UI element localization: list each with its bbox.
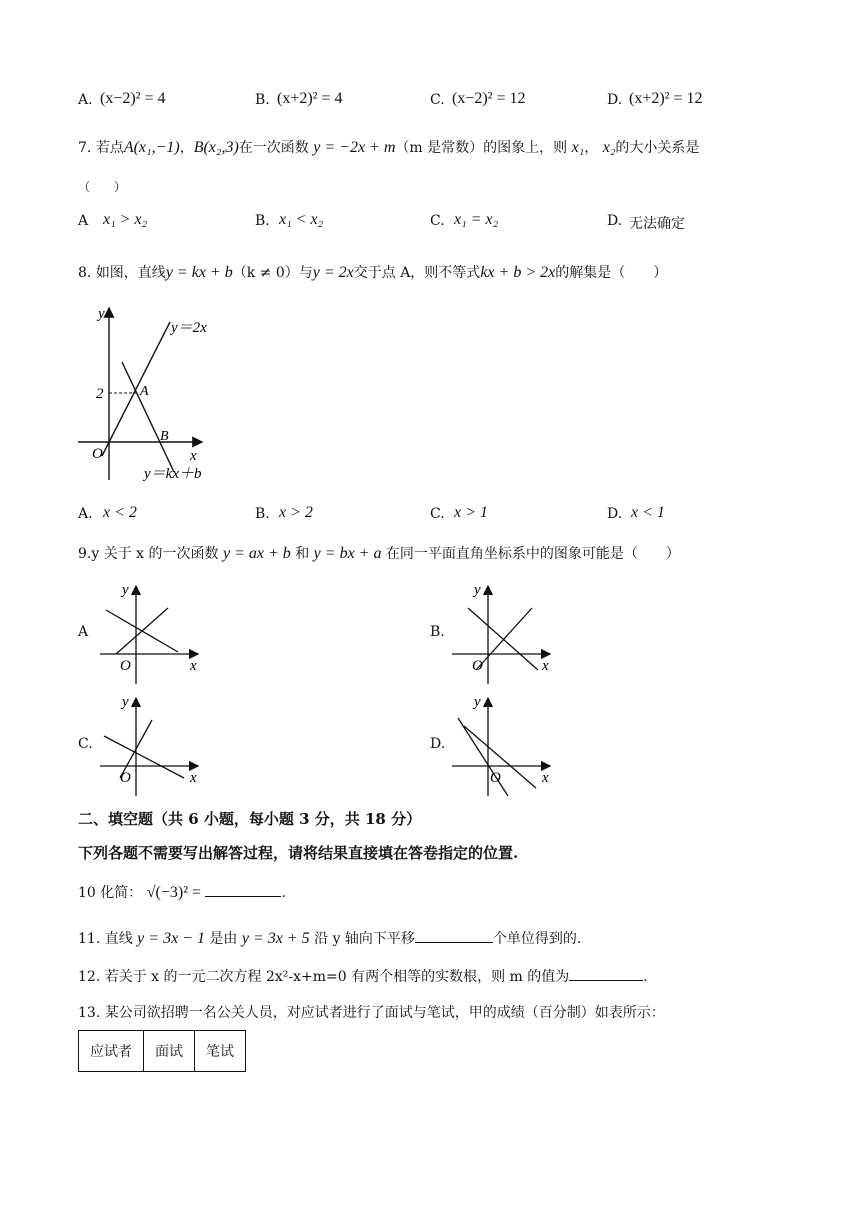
q7-text-3: （m 是常数）的图象上，则 bbox=[395, 140, 568, 156]
q8-option-a-label: A. bbox=[78, 506, 93, 522]
q13-number: 13. bbox=[78, 1005, 101, 1021]
q13-text: 某公司欲招聘一名公关人员，对应试者进行了面试与笔试，甲的成绩（百分制）如表所示： bbox=[104, 1005, 665, 1021]
q12-number: 12. bbox=[78, 969, 101, 985]
q8-label-y: y bbox=[98, 306, 105, 322]
q6-option-b-label: B. bbox=[255, 92, 270, 108]
q10-end: . bbox=[281, 885, 286, 901]
q6-option-d-expr: (x+2)² = 12 bbox=[629, 90, 703, 107]
q11-text-3: 沿 y 轴向下平移 bbox=[314, 931, 415, 947]
q7-point-a: A(x₁,−1) bbox=[123, 139, 180, 156]
q8-text-2: 与 bbox=[298, 265, 313, 281]
q8-text-4: 的解集是（ ） bbox=[555, 265, 668, 281]
q9-function-1: y = ax + b bbox=[222, 545, 291, 562]
q13-score-table bbox=[78, 1030, 246, 1072]
q7-point-b: B(x₂,3) bbox=[193, 139, 239, 156]
q6-option-c-label: C. bbox=[430, 92, 445, 108]
q9c-label-origin: O bbox=[120, 770, 131, 786]
q7-number: 7. bbox=[78, 140, 92, 156]
q7-stem bbox=[78, 137, 699, 157]
q7-function: y = −2x + m bbox=[313, 139, 396, 156]
q9c-label-x: x bbox=[190, 770, 197, 786]
q7-option-d-label: D. bbox=[607, 213, 623, 229]
q6-option-d-label: D. bbox=[607, 92, 623, 108]
q6-option-b-expr: (x+2)² = 4 bbox=[277, 90, 343, 107]
q10-stem bbox=[78, 882, 286, 902]
q8-option-c-label: C. bbox=[430, 506, 445, 522]
q12-answer-blank[interactable] bbox=[569, 966, 643, 981]
q9a-label-x: x bbox=[190, 658, 197, 674]
q9-graph-d bbox=[450, 690, 560, 798]
q8-option-c-expr: x > 1 bbox=[454, 504, 488, 521]
q8-text-3: 交于点 A，则不等式 bbox=[353, 265, 481, 281]
q9-graph-b bbox=[450, 578, 560, 686]
q10-number: 10 bbox=[78, 885, 96, 901]
section-2-instruction: 下列各题不需要写出解答过程，请将结果直接填在答卷指定的位置. bbox=[78, 844, 519, 862]
q8-graph bbox=[78, 300, 228, 490]
q9-text-2: 和 bbox=[295, 546, 310, 562]
q9-graph-c-label: C. bbox=[78, 736, 93, 752]
q11-text-1: 直线 bbox=[104, 931, 133, 947]
q11-stem bbox=[78, 928, 581, 948]
q9-stem bbox=[78, 543, 680, 563]
q6-option-c-expr: (x−2)² = 12 bbox=[452, 90, 526, 107]
section-2-title: 二、填空题（共 6 小题，每小题 3 分，共 18 分） bbox=[78, 810, 422, 828]
q7-x1: x₁ bbox=[571, 139, 585, 156]
q7-option-a-expr: x₁ > x₂ bbox=[103, 211, 148, 228]
q8-option-d-expr: x < 1 bbox=[631, 504, 665, 521]
q8-line1: y = kx + b bbox=[165, 264, 233, 281]
q6-option-a-expr: (x−2)² = 4 bbox=[100, 90, 166, 107]
q8-option-b-expr: x > 2 bbox=[279, 504, 313, 521]
q8-text-1: 如图，直线 bbox=[95, 265, 166, 281]
q7-text-4: 的大小关系是 bbox=[615, 140, 700, 156]
q9-graph-a-label: A bbox=[78, 624, 89, 640]
q11-text-4: 个单位得到的. bbox=[492, 931, 582, 947]
q10-expression: √(−3)² = bbox=[146, 884, 202, 901]
q8-line-kxb bbox=[122, 362, 174, 472]
q8-line2: y = 2x bbox=[312, 264, 354, 281]
q11-text-2: 是由 bbox=[209, 931, 238, 947]
q9c-label-y: y bbox=[122, 694, 129, 710]
q8-number: 8. bbox=[78, 265, 92, 281]
q8-label-origin: O bbox=[92, 446, 103, 462]
q11-line-2: y = 3x + 5 bbox=[241, 930, 310, 947]
q7-comma: ， bbox=[584, 140, 599, 156]
q8-label-line-2x: y＝2x bbox=[171, 320, 207, 336]
q9d-label-y: y bbox=[474, 694, 481, 710]
q13-stem bbox=[78, 1002, 665, 1022]
q7-text-1: 若点 bbox=[95, 140, 124, 156]
q9a-label-y: y bbox=[122, 582, 129, 598]
q11-answer-blank[interactable] bbox=[415, 928, 493, 943]
q9a-line-2 bbox=[116, 608, 168, 654]
q7-sep: ， bbox=[179, 140, 194, 156]
q8-label-b: B bbox=[160, 429, 169, 444]
q9-text-3: 在同一平面直角坐标系中的图象可能是（ ） bbox=[385, 546, 680, 562]
q9d-label-origin: O bbox=[490, 770, 501, 786]
q8-inequality: kx + b > 2x bbox=[480, 264, 556, 281]
q9-number: 9. bbox=[78, 546, 92, 562]
q7-text-2: 在一次函数 bbox=[238, 140, 309, 156]
q8-option-b-label: B. bbox=[255, 506, 270, 522]
q7-option-c-label: C. bbox=[430, 213, 445, 229]
q9-graph-a bbox=[98, 578, 208, 686]
q8-label-line-kxb: y＝kx＋b bbox=[144, 466, 202, 482]
q8-option-d-label: D. bbox=[607, 506, 623, 522]
q8-option-a-expr: x < 2 bbox=[103, 504, 137, 521]
q12-text: 若关于 x 的一元二次方程 2x²-x+m=0 有两个相等的实数根，则 m 的值为 bbox=[104, 969, 570, 985]
q9b-label-x: x bbox=[542, 658, 549, 674]
q7-option-b-label: B. bbox=[255, 213, 270, 229]
q7-answer-paren: （ ） bbox=[78, 180, 127, 194]
table-header-candidate: 应试者 bbox=[79, 1031, 144, 1072]
q7-option-d-text: 无法确定 bbox=[629, 216, 685, 232]
q9b-label-origin: O bbox=[472, 658, 483, 674]
q9-graph-b-label: B. bbox=[430, 624, 445, 640]
q9-text-1: y 关于 x 的一次函数 bbox=[91, 546, 219, 562]
q8-label-two: 2 bbox=[96, 386, 104, 402]
q9-graph-d-label: D. bbox=[430, 736, 446, 752]
q11-number: 11. bbox=[78, 931, 101, 947]
q8-label-a: A bbox=[140, 384, 149, 399]
q7-option-a-label: A bbox=[78, 213, 89, 229]
q7-option-c-expr: x₁ = x₂ bbox=[454, 211, 499, 228]
q12-stem bbox=[78, 966, 648, 986]
q11-line-1: y = 3x − 1 bbox=[137, 930, 205, 947]
q10-text: 化简： bbox=[100, 885, 143, 901]
q12-end: . bbox=[643, 969, 648, 985]
q6-option-a-label: A. bbox=[78, 92, 93, 108]
q8-condition: （k ≠ 0） bbox=[232, 265, 299, 281]
q9-graph-c bbox=[98, 690, 208, 798]
q7-option-b-expr: x₁ < x₂ bbox=[279, 211, 324, 228]
q10-answer-blank[interactable] bbox=[205, 882, 281, 897]
q9d-label-x: x bbox=[542, 770, 549, 786]
q9b-label-y: y bbox=[474, 582, 481, 598]
q9-function-2: y = bx + a bbox=[313, 545, 382, 562]
table-row bbox=[79, 1031, 246, 1072]
table-header-written: 笔试 bbox=[195, 1031, 246, 1072]
q9c-line-1 bbox=[104, 736, 184, 778]
q9b-line-2 bbox=[476, 608, 532, 670]
table-header-interview: 面试 bbox=[144, 1031, 195, 1072]
q7-x2: x₂ bbox=[602, 139, 616, 156]
q8-stem bbox=[78, 262, 667, 282]
q9a-label-origin: O bbox=[120, 658, 131, 674]
q8-label-x: x bbox=[190, 448, 197, 464]
